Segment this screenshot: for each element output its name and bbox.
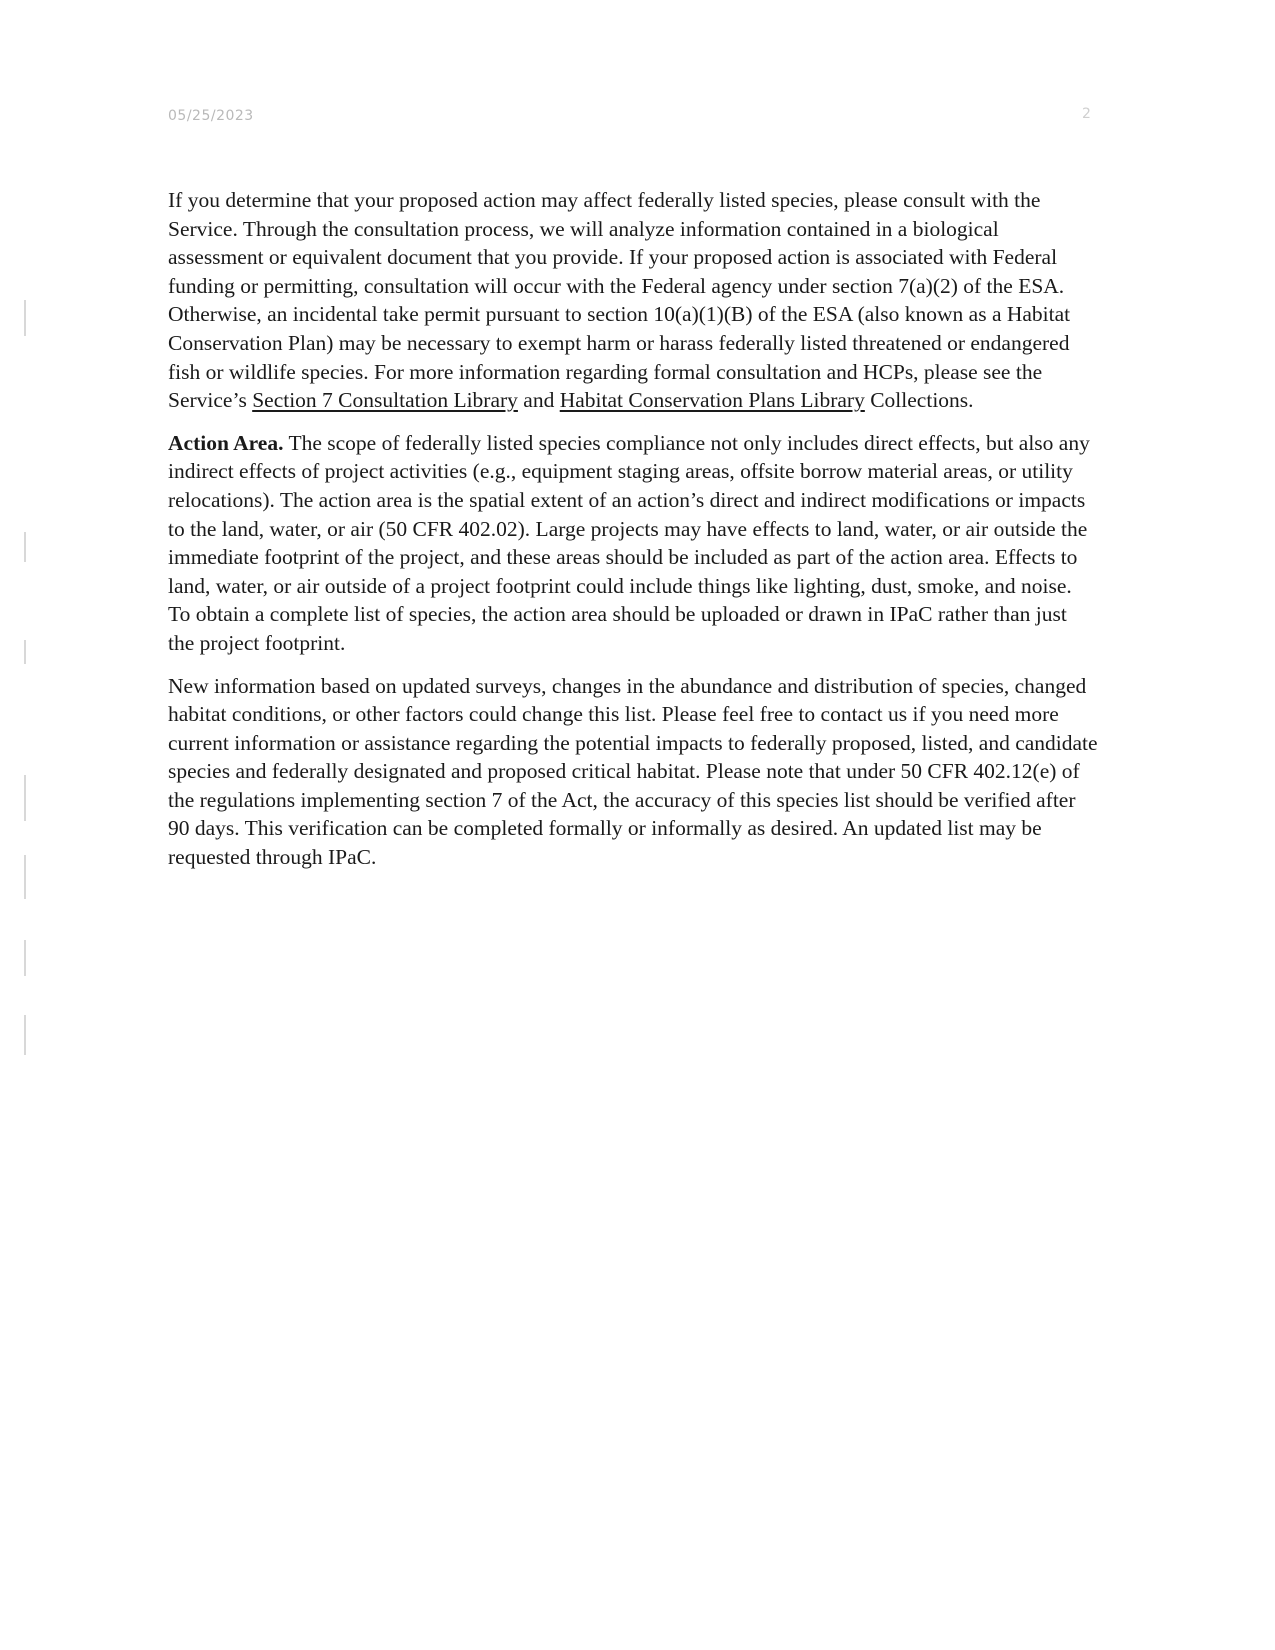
header-date: 05/25/2023 [168,108,254,124]
section-7-library-link[interactable]: Section 7 Consultation Library [252,388,518,413]
scan-edge-artifacts [0,0,40,1650]
paragraph-consultation-end: Collections. [864,388,974,413]
paragraph-consultation-text: If you determine that your proposed action may affect federally listed species, please consult with the Service. Through the consultation process, we will analyze information contained in a biological assessment or equivalent document that you provide. If your proposed action is associated with Federal funding or permitting, consultation will occur with the Federal agency under section 7(a)(2) of the ESA. Otherwise, an incidental take permit pursuant to section 10(a)(1)(B) of the ESA (also known as a Habitat Conservation Plan) may be necessary to exempt harm or harass federally listed threatened or endangered fish or wildlife species. For more information regarding formal consultation and HCPs, please see the Service’s [168,188,1071,413]
paragraph-new-information [168,672,1098,872]
page-number: 2 [1082,106,1091,122]
new-information-text: New information based on updated surveys, changes in the abundance and distribution of species, changed habitat conditions, or other factors could change this list. Please feel free to contact us if you need more current information or assistance regarding the potential impacts to federally proposed, listed, and candidate species and federally designated and proposed critical habitat. Please note that under 50 CFR 402.12(e) of the regulations implementing section 7 of the Act, the accuracy of this species list should be verified after 90 days. This verification can be completed formally or informally as desired. An updated list may be requested through IPaC. [168,673,1098,870]
action-area-text: The scope of federally listed species compliance not only includes direct effects, but also any indirect effects of project activities (e.g., equipment staging areas, offsite borrow material areas, or utility relocations). The action area is the spatial extent of an action’s direct and indirect modifications or impacts to the land, water, or air (50 CFR 402.02). Large projects may have effects to land, water, or air outside the immediate footprint of the project, and these areas should be included as part of the action area. Effects to land, water, or air outside of a project footprint could include things like lighting, dust, smoke, and noise. To obtain a complete list of species, the action area should be uploaded or drawn in IPaC rather than just the project footprint. [168,430,1090,655]
paragraph-action-area [168,429,1098,658]
action-area-heading: Action Area. [168,430,284,455]
document-body [168,186,1098,886]
link-connector-text: and [517,388,560,413]
hcp-library-link[interactable]: Habitat Conservation Plans Library [559,388,865,413]
paragraph-consultation [168,186,1098,415]
